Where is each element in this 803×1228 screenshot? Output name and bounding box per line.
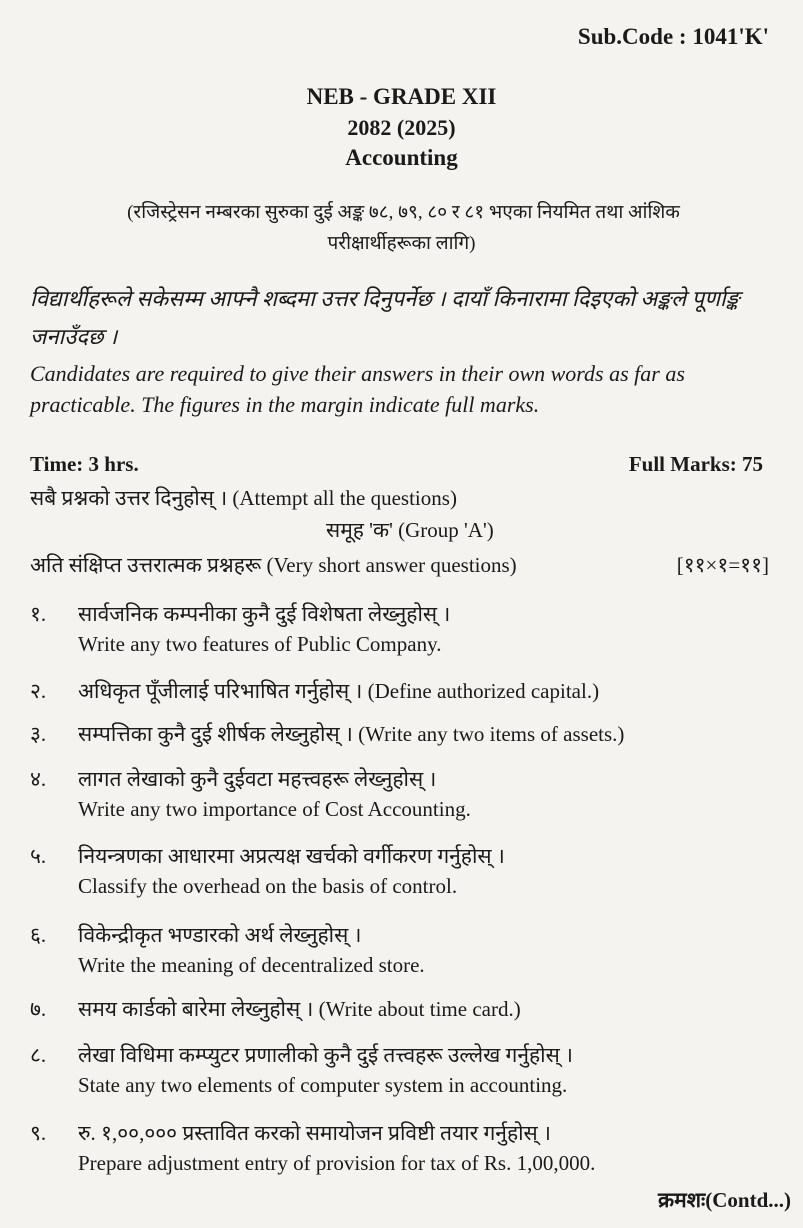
registration-note-line2: परीक्षार्थीहरूका लागि) — [327, 233, 476, 254]
nepali-instructions: विद्यार्थीहरूले सकेसम्म आफ्नै शब्दमा उत्तर दिनुपर्नेछ । दायाँ किनारामा दिइएको अङ्कले पूर्णाङ्क जनाउँदछ । — [30, 286, 740, 349]
question-text-nepali: नियन्त्रणका आधारमा अप्रत्यक्ष खर्चको वर्गीकरण गर्नुहोस् । — [78, 844, 505, 868]
question-number: १. — [30, 602, 47, 626]
exam-title: NEB - GRADE XII — [306, 84, 497, 109]
question-number: ४. — [30, 767, 47, 791]
subject-code: Sub.Code : 1041'K' — [577, 24, 769, 49]
english-instructions: Candidates are required to give their answers in their own words as far as practicable. The figures in the margin indicate full marks. — [30, 361, 685, 417]
question-number: २. — [30, 679, 47, 703]
question-number: ३. — [30, 722, 47, 746]
question-text-nepali: लेखा विधिमा कम्प्युटर प्रणालीको कुनै दुई तत्त्वहरू उल्लेख गर्नुहोस् । — [78, 1043, 573, 1067]
registration-note-line1: (रजिस्ट्रेसन नम्बरका सुरुका दुई अङ्क ७८, ७९, ८० र ८१ भएका नियमित तथा आंशिक — [127, 202, 680, 223]
question-number: ८. — [30, 1043, 47, 1067]
question-text: अधिकृत पूँजीलाई परिभाषित गर्नुहोस् । (Define authorized capital.) — [78, 679, 600, 703]
question-number: ५. — [30, 844, 47, 868]
question-text-nepali: रु. १,००,००० प्रस्तावित करको समायोजन प्रविष्टी तयार गर्नुहोस् । — [78, 1121, 551, 1145]
question-text-nepali: लागत लेखाको कुनै दुईवटा महत्त्वहरू लेख्नुहोस् । — [78, 767, 437, 791]
continued-note: क्रमशः(Contd...) — [658, 1188, 791, 1212]
question-text-english: Write the meaning of decentralized store. — [78, 953, 425, 977]
question-number: ७. — [30, 997, 47, 1021]
question-text: सम्पत्तिका कुनै दुई शीर्षक लेख्नुहोस् । (Write any two items of assets.) — [78, 722, 625, 746]
question-number: ६. — [30, 923, 47, 947]
group-heading: समूह 'क' (Group 'A') — [326, 518, 494, 542]
question-text: समय कार्डको बारेमा लेख्नुहोस् । (Write about time card.) — [78, 997, 521, 1021]
question-text-english: Write any two importance of Cost Accounting. — [78, 797, 471, 821]
question-text-english: Prepare adjustment entry of provision for tax of Rs. 1,00,000. — [78, 1151, 596, 1175]
attempt-instruction: सबै प्रश्नको उत्तर दिनुहोस् । (Attempt all the questions) — [30, 486, 457, 510]
question-number: ९. — [30, 1121, 47, 1145]
exam-year: 2082 (2025) — [347, 115, 456, 140]
question-text-nepali: सार्वजनिक कम्पनीका कुनै दुई विशेषता लेख्नुहोस् । — [78, 602, 451, 626]
exam-subject: Accounting — [345, 145, 458, 170]
question-text-english: Write any two features of Public Company. — [78, 632, 442, 656]
question-text-english: Classify the overhead on the basis of control. — [78, 874, 458, 898]
full-marks: Full Marks: 75 — [628, 452, 763, 476]
exam-time: Time: 3 hrs. — [30, 452, 139, 476]
question-text-nepali: विकेन्द्रीकृत भण्डारको अर्थ लेख्नुहोस् । — [78, 923, 362, 947]
section-title: अति संक्षिप्त उत्तरात्मक प्रश्नहरू (Very short answer questions) — [30, 553, 517, 577]
question-text-english: State any two elements of computer system in accounting. — [78, 1073, 568, 1097]
section-marks: [११×१=११] — [676, 553, 769, 577]
